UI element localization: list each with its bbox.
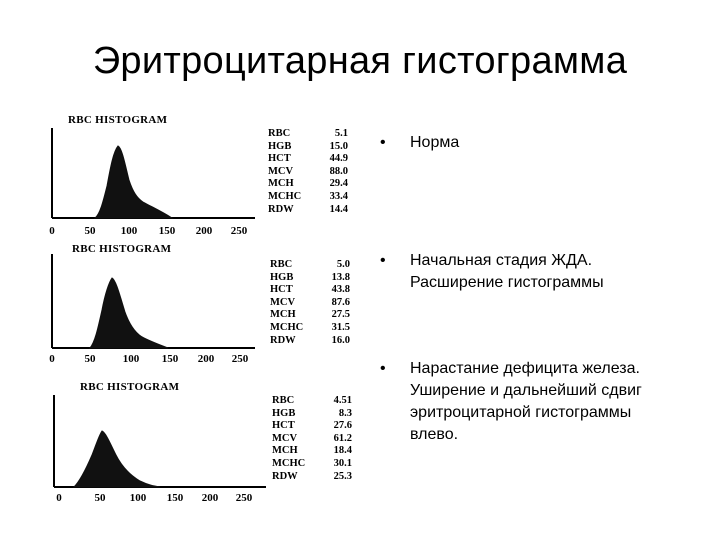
param-row — [272, 471, 352, 484]
bullet-text: Начальная стадия ЖДА. Расширение гистограммы — [410, 252, 604, 291]
param-name: MCV — [270, 296, 296, 308]
x-tick-label: 150 — [166, 492, 184, 504]
x-tick-label: 100 — [129, 492, 147, 504]
param-name: MCH — [272, 445, 298, 457]
bullet-marker: • — [380, 252, 386, 269]
param-name: MCV — [272, 432, 298, 444]
param-row — [272, 445, 352, 458]
param-row — [272, 458, 352, 471]
param-row — [270, 297, 350, 310]
param-name: MCV — [268, 165, 294, 177]
param-name: MCHC — [268, 190, 302, 202]
param-name: HGB — [272, 407, 296, 419]
param-row — [268, 204, 348, 217]
histogram-curve — [90, 278, 168, 348]
param-row — [268, 166, 348, 179]
param-name: MCHC — [270, 321, 304, 333]
slide-title: Эритроцитарная гистограмма — [92, 40, 628, 82]
histogram-plot — [44, 375, 269, 500]
param-value: 18.4 — [333, 445, 352, 457]
blood-parameters-progressive-ida — [272, 395, 352, 483]
x-tick-label: 100 — [122, 353, 140, 365]
x-tick-label: 0 — [49, 225, 55, 237]
x-tick-label: 200 — [197, 353, 215, 365]
bullet-text: Нарастание дефицита железа. Уширение и дальнейший сдвиг эритроцитарной гистограммы влево. — [410, 360, 642, 443]
param-value: 87.6 — [331, 296, 350, 308]
x-tick-label: 200 — [195, 225, 213, 237]
param-value: 30.1 — [333, 457, 352, 469]
param-value: 8.3 — [338, 407, 352, 419]
blood-parameters-early-ida — [270, 259, 350, 347]
param-row — [268, 128, 348, 141]
x-tick-label: 150 — [158, 225, 176, 237]
param-value: 43.8 — [331, 284, 350, 296]
param-value: 61.2 — [333, 432, 352, 444]
param-value: 29.4 — [329, 178, 348, 190]
bullet-text: Норма — [410, 134, 460, 151]
histogram-curve — [95, 146, 172, 218]
bullet-marker: • — [380, 134, 386, 151]
param-name: HGB — [268, 140, 292, 152]
param-value: 16.0 — [331, 334, 350, 346]
param-name: HCT — [270, 284, 293, 296]
param-row — [270, 272, 350, 285]
blood-parameters-normal — [268, 128, 348, 216]
param-value: 5.0 — [336, 259, 350, 270]
param-row — [268, 191, 348, 204]
param-name: MCHC — [272, 457, 306, 469]
bullet-progressive-ida — [380, 358, 670, 446]
param-name: RDW — [270, 334, 296, 346]
param-value: 25.3 — [333, 470, 352, 482]
histogram-early-ida — [40, 240, 260, 365]
param-name: HGB — [270, 271, 294, 283]
param-row — [272, 408, 352, 421]
param-value: 27.6 — [333, 420, 352, 432]
x-tick-label: 0 — [49, 353, 55, 365]
histogram-plot — [40, 110, 260, 230]
histogram-label: RBC HISTOGRAM — [72, 243, 172, 255]
param-name: HCT — [272, 420, 295, 432]
x-tick-label: 250 — [235, 492, 253, 504]
bullet-norm — [380, 132, 670, 154]
histogram-normal — [40, 110, 260, 237]
param-name: RBC — [268, 128, 291, 139]
param-name: RDW — [268, 203, 294, 215]
x-tick-label: 150 — [161, 353, 179, 365]
param-row — [268, 141, 348, 154]
x-tick-label: 100 — [120, 225, 138, 237]
param-row — [270, 335, 350, 348]
param-row — [270, 259, 350, 272]
histogram-label: RBC HISTOGRAM — [80, 381, 180, 393]
param-row — [268, 153, 348, 166]
param-row — [270, 322, 350, 335]
param-value: 14.4 — [329, 203, 348, 215]
param-name: MCH — [268, 178, 294, 190]
param-value: 88.0 — [329, 165, 348, 177]
param-name: MCH — [270, 309, 296, 321]
x-tick-label: 50 — [84, 225, 96, 237]
histogram-label: RBC HISTOGRAM — [68, 114, 168, 126]
param-value: 44.9 — [329, 153, 348, 165]
param-value: 5.1 — [334, 128, 348, 139]
x-tick-label: 250 — [230, 225, 248, 237]
param-value: 13.8 — [331, 271, 350, 283]
param-value: 4.51 — [333, 395, 352, 406]
param-name: RBC — [272, 395, 295, 406]
x-tick-label: 0 — [56, 492, 62, 504]
x-tick-label: 200 — [201, 492, 219, 504]
histogram-plot — [40, 240, 260, 360]
param-name: RBC — [270, 259, 293, 270]
param-name: RDW — [272, 470, 298, 482]
param-value: 33.4 — [329, 190, 348, 202]
histogram-progressive-ida — [44, 375, 269, 504]
param-row — [272, 433, 352, 446]
param-name: HCT — [268, 153, 291, 165]
param-value: 27.5 — [331, 309, 350, 321]
param-row — [270, 309, 350, 322]
x-tick-label: 250 — [231, 353, 249, 365]
param-row — [268, 178, 348, 191]
param-value: 15.0 — [329, 140, 348, 152]
x-tick-label: 50 — [84, 353, 96, 365]
x-tick-label: 50 — [94, 492, 106, 504]
param-row — [272, 420, 352, 433]
histogram-curve — [74, 431, 160, 487]
bullet-early-ida — [380, 250, 670, 294]
bullet-marker: • — [380, 360, 386, 377]
param-row — [270, 284, 350, 297]
param-value: 31.5 — [331, 321, 350, 333]
param-row — [272, 395, 352, 408]
